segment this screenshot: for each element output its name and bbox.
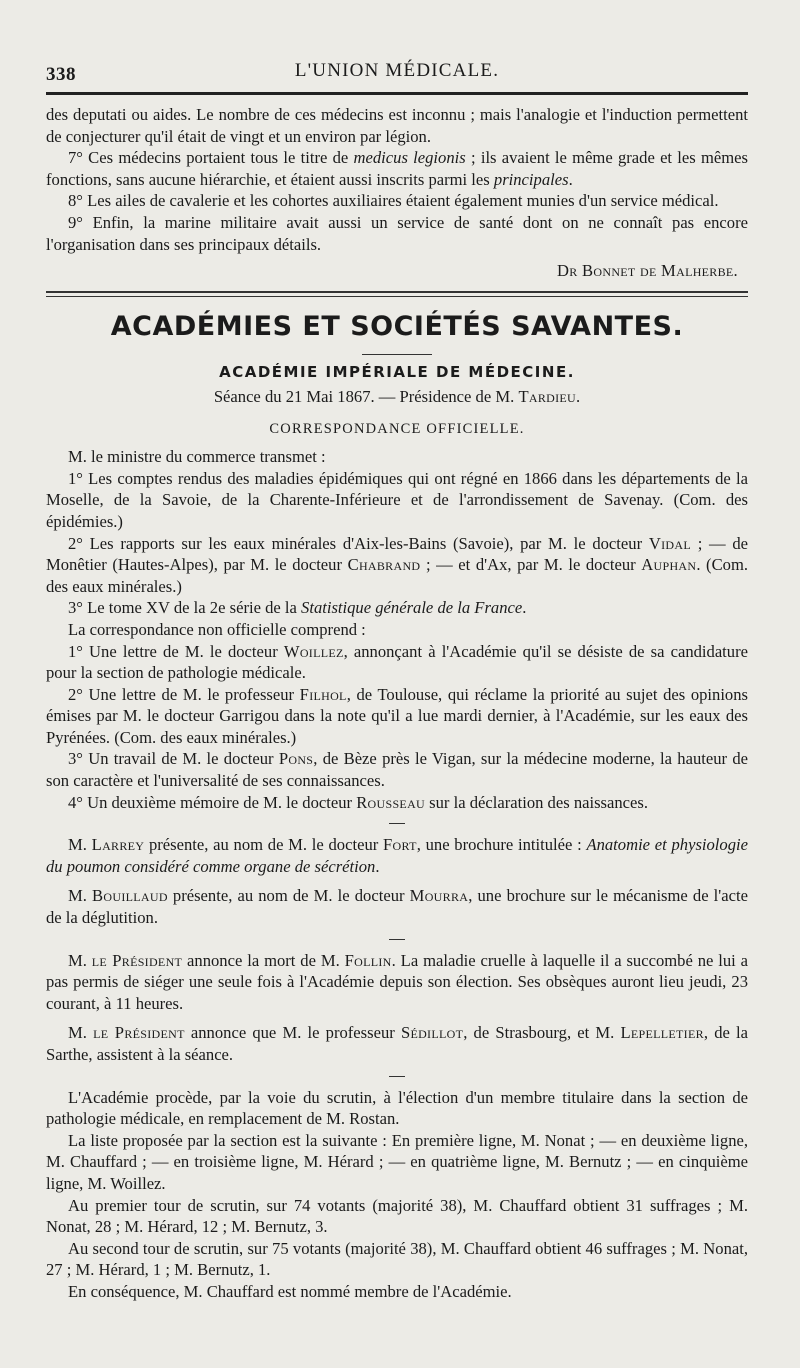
section-title: ACADÉMIES ET SOCIÉTÉS SAVANTES. — [110, 311, 684, 343]
academy-title: ACADÉMIE IMPÉRIALE DE MÉDECINE. — [219, 363, 575, 382]
election-intro: L'Académie procède, par la voie du scrutin, à l'élection d'un membre titulaire dans la section de pathologie médicale, en remplacement de M. Rostan. — [46, 1087, 748, 1129]
official-item-3: 3° Le tome XV de la 2e série de la Statistique générale de la France. — [68, 598, 527, 618]
unofficial-item-2: 2° Une lettre de M. le professeur Filhol, de Toulouse, qui réclame la priorité au sujet des opinions émises par M. le docteur Garrigou dans la note qu'il a lue mardi dernier, à l'Académie, sur les eaux des Pyrénées. (Com. des eaux minérales.) — [46, 684, 748, 747]
election-list: La liste proposée par la section est la suivante : En première ligne, M. Nonat ; — en deuxième ligne, M. Chauffard ; — en troisième ligne, M. Hérard ; — en quatrième ligne, M. Bernutz ; — en cinquième ligne, M. Woillez. — [46, 1130, 748, 1193]
unofficial-item-3: 3° Un travail de M. le docteur Pons, de Bèze près le Vigan, sur la médecine moderne, la hauteur de son caractère et l'universalité de ses connaissances. — [46, 749, 748, 791]
announcement-follin: M. le Président annonce la mort de M. Follin. La maladie cruelle à laquelle il a succombé ne lui a pas permis de siéger une seule fois à l'Académie depuis son élection. Ses obsèques auront lieu jeudi, 23 courant, à 11 heures. — [46, 950, 749, 1013]
paragraph-item-7: 7° Ces médecins portaient tous le titre de medicus legionis ; ils avaient le même grade et les mêmes fonctions, sans aucune hiérarchie, et étaient aussi inscrits parmi les principales. — [46, 148, 748, 189]
official-correspondence-title: CORRESPONDANCE OFFICIELLE. — [269, 421, 525, 438]
separator-dash — [389, 823, 405, 824]
header-rule — [46, 92, 748, 95]
session-line: Séance du 21 Mai 1867. — Présidence de M. Tardieu. — [213, 387, 581, 407]
presentation-bouillaud: M. Bouillaud présente, au nom de M. le docteur Mourra, une brochure sur le mécanisme de l'acte de la déglutition. — [46, 886, 748, 928]
separator-dash — [389, 1076, 405, 1077]
running-head — [46, 0, 748, 90]
paragraph-deputati: des deputati ou aides. Le nombre de ces médecins est inconnu ; mais l'analogie et l'induction permettent de conjecturer qu'il était de vingt et un environ par légion. — [46, 105, 748, 146]
election-result: En conséquence, M. Chauffard est nommé membre de l'Académie. — [68, 1281, 512, 1301]
paragraph-item-8: 8° Les ailes de cavalerie et les cohortes auxiliaires étaient également munies d'un service médical. — [68, 191, 719, 211]
unofficial-item-1: 1° Une lettre de M. le docteur Woillez, annonçant à l'Académie qu'il se désiste de sa candidature pour la section de pathologie médicale. — [46, 641, 748, 683]
spacer — [46, 877, 748, 885]
section-divider — [46, 291, 748, 297]
election-first-round: Au premier tour de scrutin, sur 74 votants (majorité 38), M. Chauffard obtient 31 suffrages ; M. Nonat, 28 ; M. Hérard, 12 ; M. Bernutz, 3. — [46, 1195, 748, 1237]
author-signature: Dr Bonnet de Malherbe. — [557, 261, 738, 281]
title-rule — [362, 354, 432, 355]
page-number: 338 — [46, 64, 76, 85]
official-item-1: 1° Les comptes rendus des maladies épidémiques qui ont régné en 1866 dans les départements de la Moselle, de la Savoie, de la Charente-Inférieure et de l'arrondissement de Savenay. (Com. des épidémies.) — [46, 468, 748, 531]
unofficial-intro: La correspondance non officielle comprend : — [68, 619, 366, 639]
presentation-larrey: M. Larrey présente, au nom de M. le docteur Fort, une brochure intitulée : Anatomie et physiologie du poumon considéré comme organe de sécrétion. — [46, 835, 748, 876]
article-continuation — [46, 90, 748, 281]
official-item-2: 2° Les rapports sur les eaux minérales d'Aix-les-Bains (Savoie), par M. le docteur Vidal ; — de Monêtier (Hautes-Alpes), par M. le docteur Chabrand ; — et d'Ax, par M. le docteur Auphan. (Com. des eaux minérales.) — [46, 533, 749, 596]
paragraph-item-9: 9° Enfin, la marine militaire avait aussi un service de santé dont on ne connaît pas encore l'organisation dans ses principaux détails. — [46, 212, 748, 254]
unofficial-item-4: 4° Un deuxième mémoire de M. le docteur Rousseau sur la déclaration des naissances. — [68, 792, 649, 812]
spacer — [46, 1014, 748, 1022]
journal-title: L'UNION MÉDICALE. — [294, 60, 500, 81]
election-second-round: Au second tour de scrutin, sur 75 votants (majorité 38), M. Chauffard obtient 46 suffrages ; M. Nonat, 27 ; M. Hérard, 1 ; M. Bernutz, 1. — [46, 1238, 748, 1280]
announcement-attendance: M. le Président annonce que M. le professeur Sédillot, de Strasbourg, et M. Lepelletier, de la Sarthe, assistent à la séance. — [46, 1023, 748, 1064]
separator-dash — [389, 939, 405, 940]
official-intro: M. le ministre du commerce transmet : — [68, 447, 326, 467]
